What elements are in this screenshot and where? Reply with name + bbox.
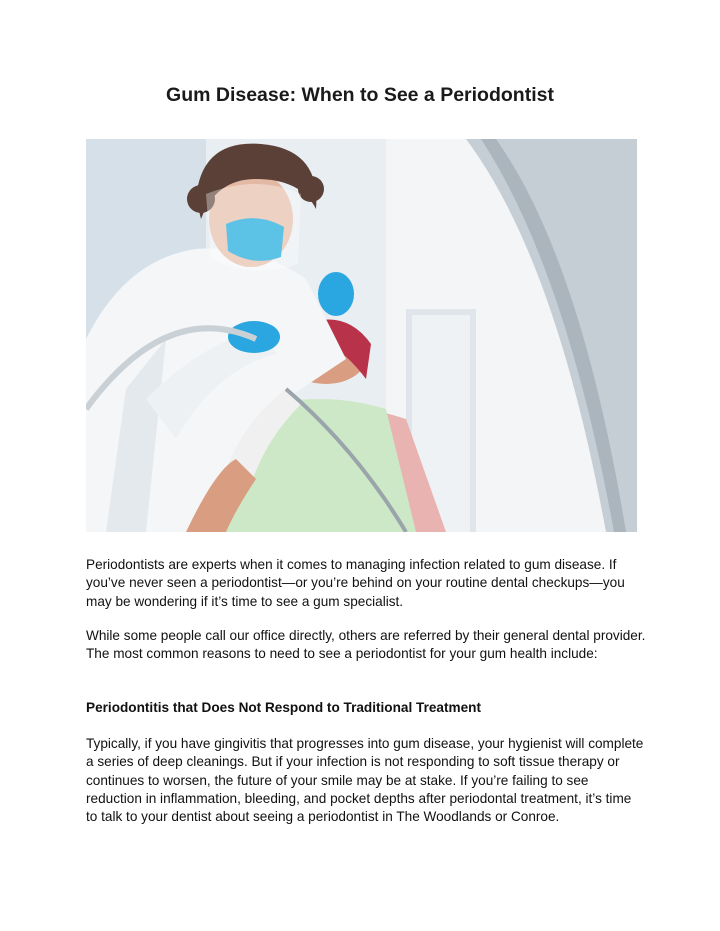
paragraph-section-body [86,735,646,826]
paragraph-referral [86,627,646,664]
section-heading-text: Periodontitis that Does Not Respond to Traditional Treatment [86,700,482,715]
paragraph-referral-text: While some people call our office directly, others are referred by their general dental provider. The most common reasons to need to see a periodontist for your gum health include: [86,628,646,662]
paragraph-section-body-text: Typically, if you have gingivitis that progresses into gum disease, your hygienist will complete a series of deep cleanings. But if your infection is not responding to soft tissue therapy or continues to worsen, the future of your smile may be at stake. If you’re failing to see reduction in inflammation, bleeding, and pocket depths after periodontal treatment, it’s time to talk to your dentist about seeing a periodontist in The Woodlands or Conroe. [86,736,644,825]
section-heading [86,699,646,717]
page-title: Gum Disease: When to See a Periodontist [166,84,554,106]
dental-exam-photo [86,139,637,532]
dental-exam-photo-icon [86,139,637,532]
paragraph-intro-text: Periodontists are experts when it comes to managing infection related to gum disease. If you’ve never seen a periodontist—or you’re behind on your routine dental checkups—you may be wondering if it’s time to see a gum specialist. [86,557,625,609]
paragraph-intro [86,556,646,611]
